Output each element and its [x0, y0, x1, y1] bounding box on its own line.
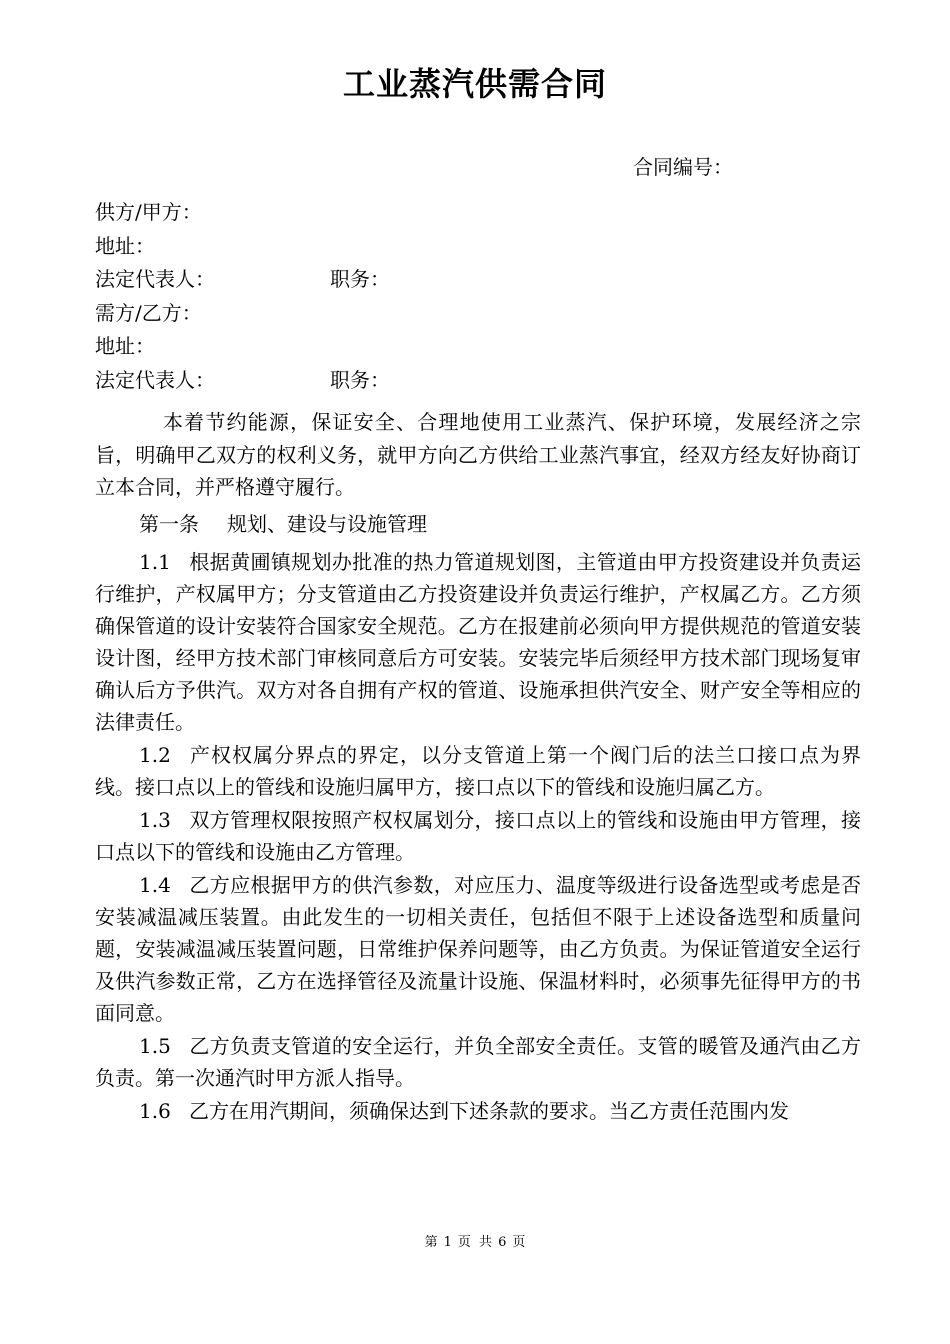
article-1-title: 规划、建设与设施管理 — [227, 511, 427, 536]
clause-text: 乙方在用汽期间，须确保达到下述条款的要求。当乙方责任范围内发 — [189, 1098, 789, 1123]
clause-text: 根据黄圃镇规划办批准的热力管道规划图，主管道由甲方投资建设并负责运行维护，产权属甲方；分支管道由乙方投资建设并负责运行维护，产权属乙方。乙方须确保管道的设计安装符合国家安全规范。乙方在报建前必须向甲方提供规范的管道安装设计图，经甲方技术部门审核同意后方可安装。安装完毕后须经甲方技术部门现场复审确认后方予供汽。双方对各自拥有产权的管道、设施承担供汽安全、财产安全等相应的法律责任。 — [95, 549, 861, 734]
clause-text: 乙方负责支管道的安全运行，并负全部安全责任。支管的暖管及通汽由乙方负责。第一次通汽时甲方派人指导。 — [95, 1033, 861, 1090]
clause-text: 乙方应根据甲方的供汽参数，对应压力、温度等级进行设备选型或考虑是否安装减温减压装置。由此发生的一切相关责任，包括但不限于上述设备选型和质量问题，安装减温减压装置问题，日常维护保养问题等，由乙方负责。为保证管道安全运行及供汽参数正常，乙方在选择管径及流量计设施、保温材料时，必须事先征得甲方的书面同意。 — [95, 872, 861, 1025]
parties-block — [95, 196, 855, 397]
clause-1-3 — [95, 804, 861, 868]
clause-1-4 — [95, 869, 861, 1029]
footer-suffix: 页 — [512, 1235, 526, 1250]
article-1-number: 第一条 — [139, 511, 199, 536]
buyer-address-line — [95, 330, 855, 364]
supplier-line — [95, 196, 855, 230]
clause-number: 1.4 — [139, 872, 171, 897]
clause-text: 双方管理权限按照产权权属划分，接口点以上的管线和设施由甲方管理，接口点以下的管线和设施由乙方管理。 — [95, 807, 861, 864]
footer-prefix: 第 — [424, 1235, 438, 1250]
footer-middle: 页 共 — [457, 1235, 493, 1250]
clause-number: 1.1 — [139, 549, 171, 574]
buyer-label: 需方/乙方： — [95, 300, 202, 325]
supplier-label: 供方/甲方： — [95, 200, 202, 224]
contract-number-label: 合同编号： — [633, 155, 733, 179]
clause-text: 产权权属分界点的界定，以分支管道上第一个阀门后的法兰口接口点为界线。接口点以上的管线和设施归属甲方，接口点以下的管线和设施归属乙方。 — [95, 742, 861, 799]
document-title: 工业蒸汽供需合同 — [342, 65, 607, 103]
buyer-address-label: 地址： — [95, 334, 155, 358]
supplier-representative-label: 法定代表人： — [95, 267, 215, 291]
clause-1-1 — [95, 546, 861, 738]
supplier-representative-line — [95, 263, 855, 297]
current-page-number: 1 — [443, 1235, 452, 1250]
supplier-address-line — [95, 230, 855, 264]
buyer-title-label: 职务： — [330, 367, 390, 392]
article-1-heading — [95, 508, 861, 540]
page-footer — [0, 1233, 950, 1253]
intro-paragraph: 本着节约能源，保证安全、合理地使用工业蒸汽、保护环境，发展经济之宗旨，明确甲乙双方的权利义务，就甲方向乙方供给工业蒸汽事宜，经双方经友好协商订立本合同，并严格遵守履行。 — [95, 410, 861, 499]
buyer-representative-label: 法定代表人： — [95, 367, 215, 392]
clause-number: 1.3 — [139, 807, 171, 832]
buyer-line — [95, 297, 855, 331]
contract-body — [95, 406, 861, 1128]
supplier-address-label: 地址： — [95, 233, 155, 258]
clause-1-5 — [95, 1030, 861, 1094]
supplier-title-label: 职务： — [330, 267, 390, 291]
buyer-representative-line — [95, 364, 855, 398]
clause-number: 1.6 — [139, 1098, 171, 1123]
clause-number: 1.5 — [139, 1033, 171, 1058]
clause-number: 1.2 — [139, 742, 171, 767]
clause-1-2 — [95, 739, 861, 803]
total-page-number: 6 — [498, 1235, 507, 1250]
clause-1-6 — [95, 1095, 861, 1127]
